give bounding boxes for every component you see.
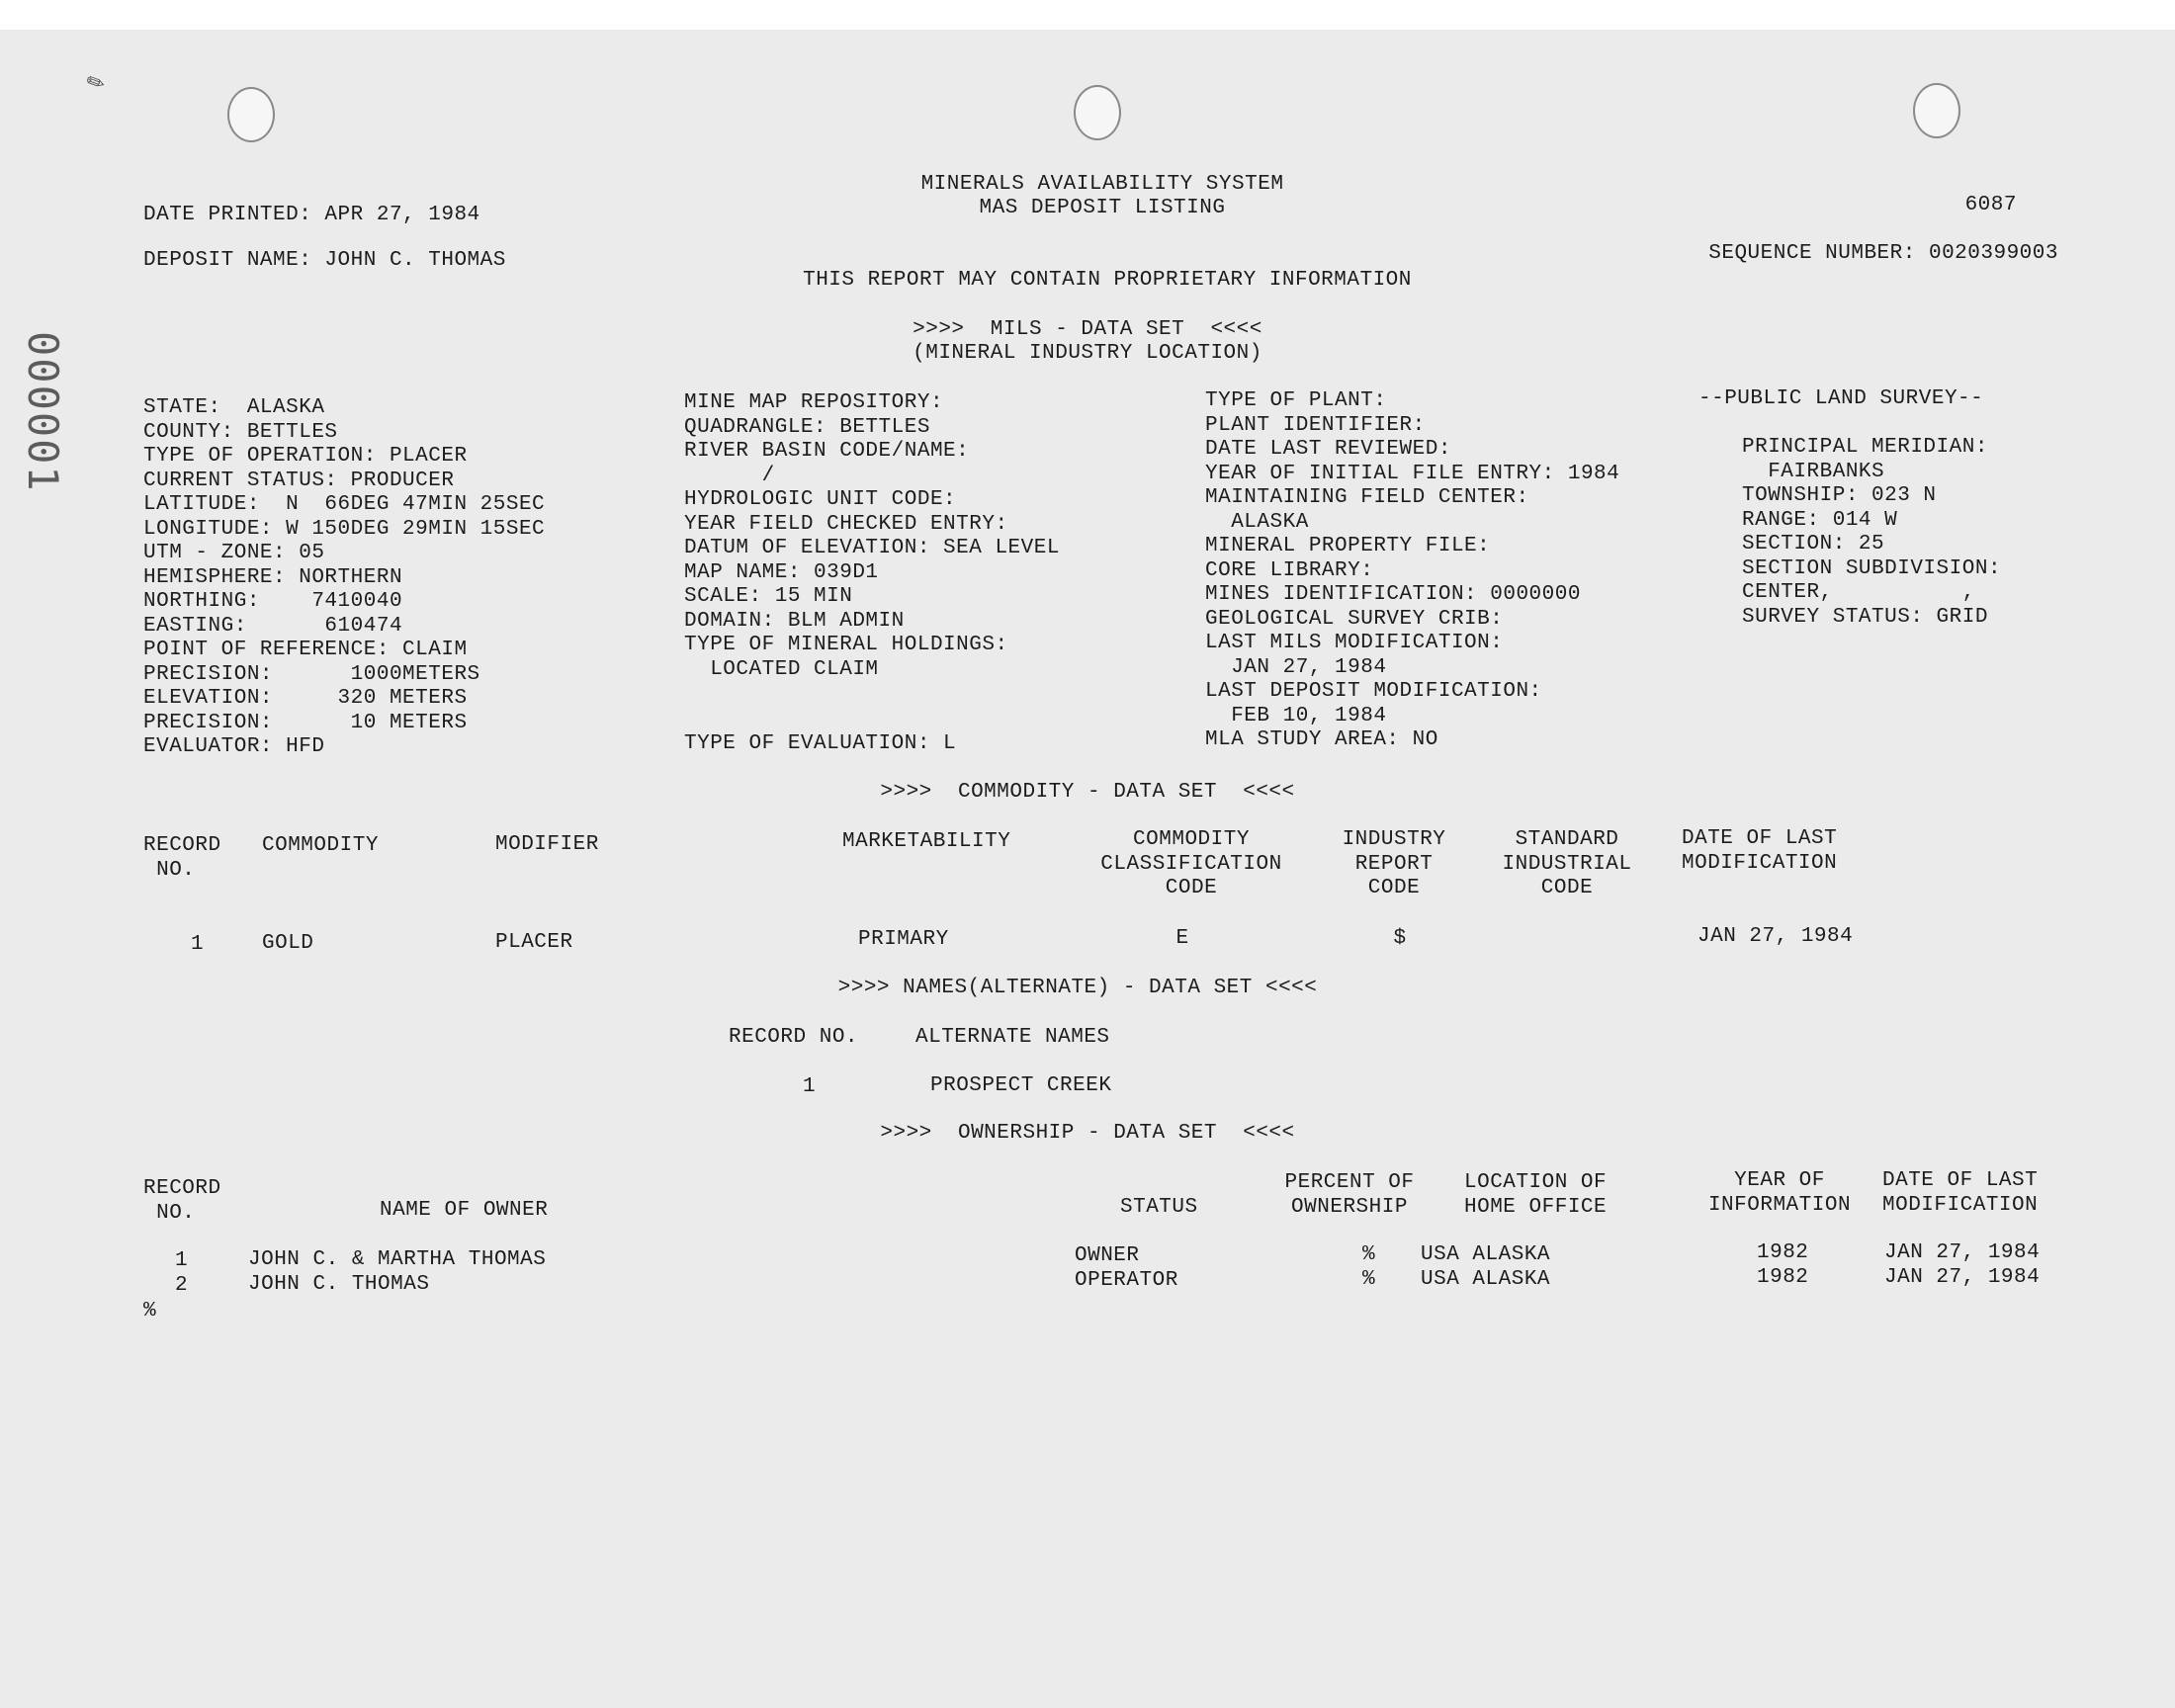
cell-year: 1982 (1757, 1241, 1809, 1264)
mils-field: EVALUATOR: HFD (143, 735, 325, 758)
cell-marketability: PRIMARY (858, 928, 949, 951)
cell-owner: JOHN C. THOMAS (248, 1273, 430, 1296)
punch-hole-left (227, 87, 275, 142)
col-header-sic: STANDARD INDUSTRIAL CODE (1502, 828, 1632, 899)
col-header-year: YEAR OF INFORMATION (1707, 1169, 1852, 1217)
plss-field: CENTER, , (1742, 581, 1975, 604)
commodity-section-title: >>>> COMMODITY - DATA SET <<<< (880, 781, 1295, 804)
col-header-owner: NAME OF OWNER (380, 1199, 549, 1222)
col-header-status: STATUS (1120, 1196, 1198, 1219)
mils-field: DATUM OF ELEVATION: SEA LEVEL (684, 537, 1060, 559)
col-header-percent: PERCENT OF OWNERSHIP (1284, 1171, 1415, 1219)
col-header-record: RECORD NO. (729, 1026, 859, 1049)
mils-field: LAST MILS MODIFICATION: (1205, 632, 1504, 654)
sequence-number: SEQUENCE NUMBER: 0020399003 (1708, 242, 2058, 265)
col-header-commodity: COMMODITY (262, 834, 379, 857)
mils-field: SCALE: 15 MIN (684, 585, 853, 608)
mils-field: UTM - ZONE: 05 (143, 542, 325, 564)
cell-record: 1 (191, 933, 205, 956)
mils-field: COUNTY: BETTLES (143, 420, 338, 444)
page-number: 6087 (1964, 194, 2017, 216)
cell-percent: % (1362, 1243, 1376, 1266)
mils-field: YEAR OF INITIAL FILE ENTRY: 1984 (1205, 462, 1620, 485)
mils-field: HEMISPHERE: NORTHERN (143, 565, 403, 589)
mils-field: TYPE OF PLANT: (1205, 389, 1387, 412)
mils-field: PLANT IDENTIFIER: (1205, 413, 1426, 437)
mils-field: LONGITUDE: W 150DEG 29MIN 15SEC (143, 517, 546, 541)
plss-field: RANGE: 014 W (1742, 508, 1898, 532)
names-section-title: >>>> NAMES(ALTERNATE) - DATA SET <<<< (837, 977, 1318, 999)
mils-field: MINE MAP REPOSITORY: (684, 391, 944, 414)
cell-year: 1982 (1757, 1266, 1809, 1289)
col-header-marketability: MARKETABILITY (842, 830, 1011, 853)
mils-field: DOMAIN: BLM ADMIN (684, 609, 905, 633)
mils-field: LATITUDE: N 66DEG 47MIN 25SEC (143, 493, 546, 516)
deposit-name: DEPOSIT NAME: JOHN C. THOMAS (143, 249, 506, 272)
mils-field: QUADRANGLE: BETTLES (684, 415, 930, 439)
col-header-classification: COMMODITY CLASSIFICATION CODE (1100, 828, 1282, 899)
plss-field: SECTION: 25 (1742, 533, 1885, 555)
mils-field: MINES IDENTIFICATION: 0000000 (1205, 583, 1581, 606)
mils-field: GEOLOGICAL SURVEY CRIB: (1205, 607, 1504, 631)
cell-alternate-name: PROSPECT CREEK (930, 1074, 1112, 1097)
plss-field: SURVEY STATUS: GRID (1742, 605, 1988, 629)
date-printed: DATE PRINTED: APR 27, 1984 (143, 204, 480, 226)
cell-modifier: PLACER (495, 931, 573, 954)
cell-commodity: GOLD (262, 932, 314, 955)
mils-field: TYPE OF MINERAL HOLDINGS: (684, 634, 1008, 656)
mils-field: ALASKA (1205, 510, 1309, 534)
mils-section-title: >>>> MILS - DATA SET <<<< (913, 318, 1262, 341)
mils-field: FEB 10, 1984 (1205, 704, 1387, 727)
mils-field: LAST DEPOSIT MODIFICATION: (1205, 680, 1542, 703)
punch-hole-right (1913, 83, 1960, 138)
mils-field: POINT OF REFERENCE: CLAIM (143, 639, 468, 661)
cell-industry-code: $ (1393, 927, 1407, 950)
listing-title: MAS DEPOSIT LISTING (979, 197, 1226, 219)
plss-field: SECTION SUBDIVISION: (1742, 556, 2002, 580)
plss-title: --PUBLIC LAND SURVEY-- (1698, 387, 1984, 410)
cell-location: USA ALASKA (1421, 1243, 1551, 1266)
cell-date: JAN 27, 1984 (1884, 1266, 2041, 1289)
mils-field: PRECISION: 10 METERS (143, 711, 468, 734)
col-header-industry-code: INDUSTRY REPORT CODE (1342, 828, 1446, 899)
mils-field: YEAR FIELD CHECKED ENTRY: (684, 512, 1008, 536)
cell-owner: JOHN C. & MARTHA THOMAS (248, 1248, 547, 1271)
col-header-date: DATE OF LAST MODIFICATION (1882, 1169, 2039, 1217)
mils-field: CURRENT STATUS: PRODUCER (143, 469, 455, 492)
cell-status: OWNER (1075, 1244, 1140, 1267)
plss-field: FAIRBANKS (1742, 460, 1885, 483)
col-header-date: DATE OF LAST MODIFICATION (1682, 827, 1838, 875)
cell-date: JAN 27, 1984 (1884, 1241, 2041, 1264)
plss-field: TOWNSHIP: 023 N (1742, 484, 1937, 507)
cell-classification: E (1175, 927, 1189, 950)
mils-field: MINERAL PROPERTY FILE: (1205, 535, 1491, 557)
pen-mark: ✎ (82, 68, 110, 99)
mils-field: EASTING: 610474 (143, 614, 403, 638)
mils-field: MAP NAME: 039D1 (684, 560, 879, 584)
mils-field: TYPE OF EVALUATION: L (684, 732, 957, 755)
cell-record: 1 (175, 1249, 189, 1272)
system-title: MINERALS AVAILABILITY SYSTEM (920, 173, 1284, 196)
cell-record: 1 (803, 1075, 817, 1098)
cell-status: OPERATOR (1075, 1269, 1178, 1292)
col-header-record: RECORD NO. (143, 834, 221, 882)
mils-section-subtitle: (MINERAL INDUSTRY LOCATION) (913, 342, 1262, 365)
cell-date: JAN 27, 1984 (1697, 925, 1854, 948)
proprietary-notice: THIS REPORT MAY CONTAIN PROPRIETARY INFORMATION (803, 269, 1412, 292)
mils-field: HYDROLOGIC UNIT CODE: (684, 488, 957, 511)
col-header-alternate-names: ALTERNATE NAMES (915, 1026, 1110, 1049)
mils-field: NORTHING: 7410040 (143, 590, 403, 613)
plss-field: PRINCIPAL MERIDIAN: (1742, 436, 1988, 459)
punch-hole-center (1074, 85, 1121, 140)
mils-field: CORE LIBRARY: (1205, 558, 1374, 582)
mils-field: TYPE OF OPERATION: PLACER (143, 445, 468, 468)
mils-field: LOCATED CLAIM (684, 657, 879, 681)
mils-field: ELEVATION: 320 METERS (143, 687, 468, 710)
mils-field: / (684, 464, 775, 487)
mils-field: MLA STUDY AREA: NO (1205, 728, 1438, 751)
mils-field: JAN 27, 1984 (1205, 655, 1387, 679)
footer-percent: % (143, 1300, 157, 1323)
mils-field: MAINTAINING FIELD CENTER: (1205, 486, 1529, 509)
mils-field: DATE LAST REVIEWED: (1205, 438, 1451, 461)
col-header-record: RECORD NO. (143, 1177, 221, 1225)
cell-record: 2 (175, 1274, 189, 1297)
col-header-location: LOCATION OF HOME OFFICE (1464, 1171, 1608, 1219)
mils-field: RIVER BASIN CODE/NAME: (684, 440, 970, 463)
document-number-stamp: 000001 (19, 331, 67, 493)
cell-percent: % (1362, 1268, 1376, 1291)
mils-field: PRECISION: 1000METERS (143, 662, 480, 686)
col-header-modifier: MODIFIER (495, 833, 599, 856)
cell-location: USA ALASKA (1421, 1268, 1551, 1291)
mils-field: STATE: ALASKA (143, 396, 325, 419)
ownership-section-title: >>>> OWNERSHIP - DATA SET <<<< (880, 1122, 1295, 1145)
